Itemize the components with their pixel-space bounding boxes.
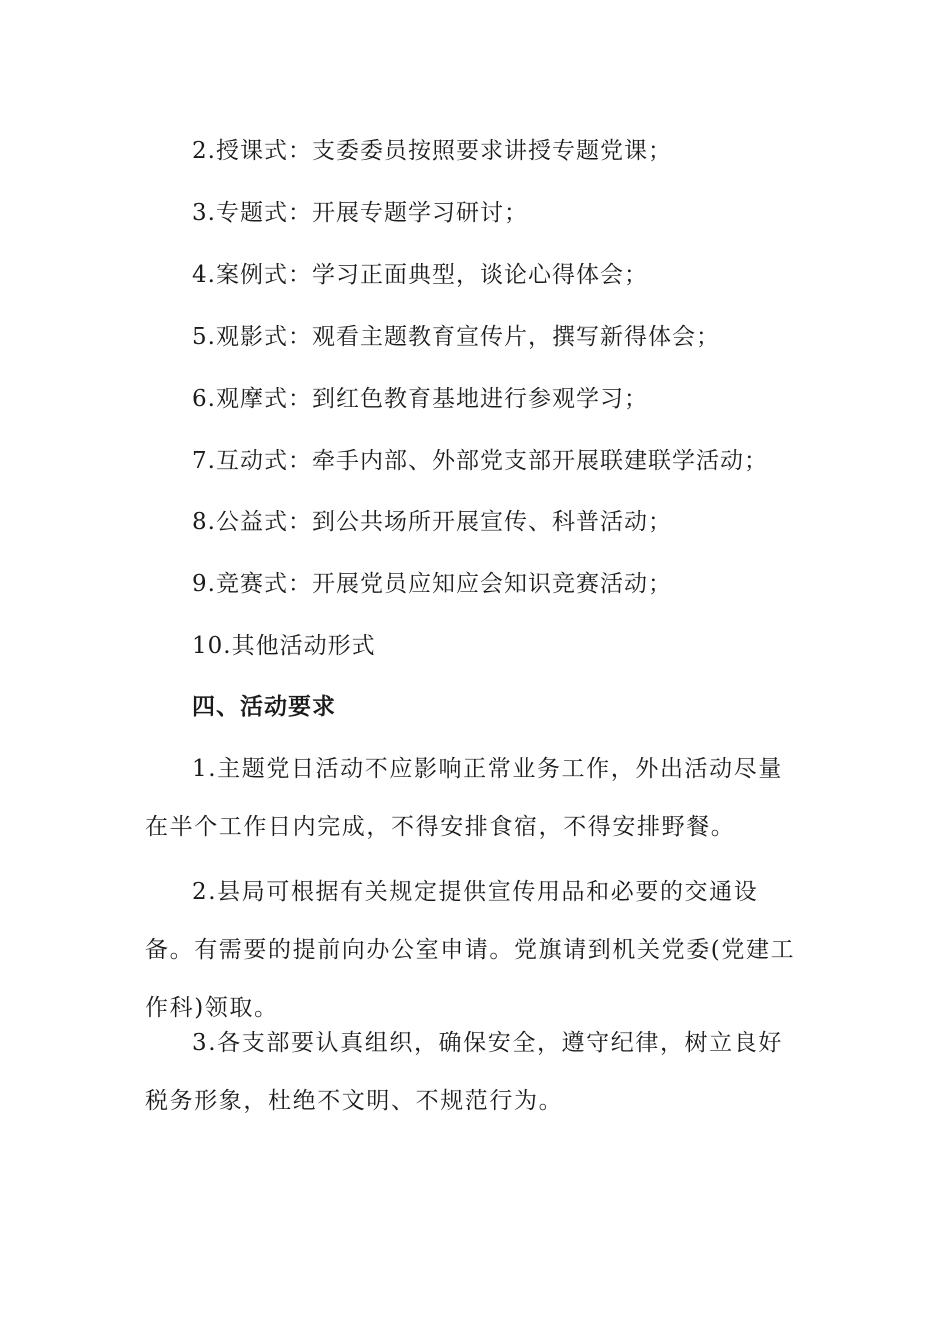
list-item-7: 7.互动式：牵手内部、外部党支部开展联建联学活动；: [192, 448, 768, 474]
list-item-8: 8.公益式：到公共场所开展宣传、科普活动；: [192, 509, 672, 535]
list-item-4: 4.案例式：学习正面典型，谈论心得体会；: [192, 262, 648, 288]
list-item-6: 6.观摩式：到红色教育基地进行参观学习；: [192, 386, 648, 412]
list-item-3: 3.专题式：开展专题学习研讨；: [192, 200, 528, 226]
list-item-2: 2.授课式：支委委员按照要求讲授专题党课；: [192, 138, 672, 164]
list-item-10: 10.其他活动形式: [192, 633, 376, 659]
requirement-2: 2.县局可根据有关规定提供宣传用品和必要的交通设备。有需要的提前向办公室申请。党旗请到机关党委(党建工作科)领取。: [145, 879, 796, 1021]
requirement-3: 3.各支部要认真组织，确保安全，遵守纪律，树立良好税务形象，杜绝不文明、不规范行为。: [145, 1030, 783, 1114]
list-item-9: 9.竞赛式：开展党员应知应会知识竞赛活动；: [192, 571, 672, 597]
list-item-5: 5.观影式：观看主题教育宣传片，撰写新得体会；: [192, 324, 720, 350]
requirement-1: 1.主题党日活动不应影响正常业务工作，外出活动尽量在半个工作日内完成，不得安排食宿，不得安排野餐。: [145, 756, 783, 840]
section-heading: 四、活动要求: [192, 694, 336, 720]
